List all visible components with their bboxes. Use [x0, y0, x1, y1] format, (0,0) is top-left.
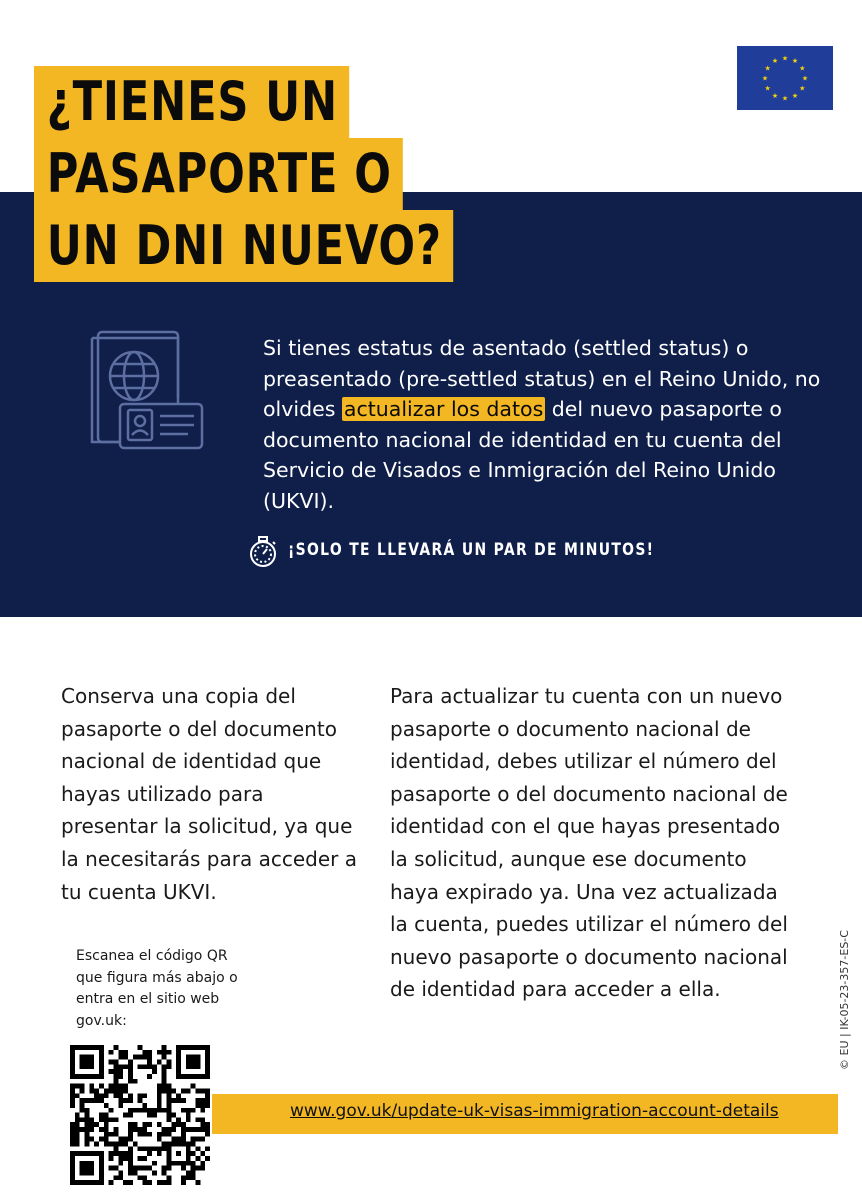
svg-text:★: ★ — [761, 74, 769, 83]
svg-text:★: ★ — [781, 94, 789, 103]
right-column-text: Para actualizar tu cuenta con un nuevo pasaporte o documento nacional de identidad, debes utilizar el número del pasaporte o del documento nacional de identidad con el que hayas presentado la solicitud, aunque ese documento haya expirado ya. Una vez actualizada la cuenta, puedes utilizar el número del nuevo pasaporte o documento nacional de identidad para acceder a ella. — [390, 684, 788, 1002]
title-line-3: UN DNI NUEVO? — [34, 210, 453, 282]
time-message: ¡SOLO TE LLEVARÁ UN PAR DE MINUTOS! — [288, 540, 655, 560]
intro-paragraph — [263, 333, 843, 517]
qr-instruction: Escanea el código QR que figura más abajo o entra en el sitio web gov.uk: — [76, 948, 238, 1029]
svg-text:★: ★ — [801, 74, 809, 83]
document-code: © EU | IK-05-23-357-ES-C — [838, 930, 851, 1070]
passport-id-icon — [88, 330, 208, 450]
qr-code[interactable] — [70, 1045, 210, 1185]
svg-text:★: ★ — [771, 91, 779, 100]
highlighted-phrase: actualizar los datos — [343, 397, 544, 422]
svg-text:★: ★ — [791, 91, 799, 100]
svg-text:★: ★ — [799, 84, 806, 93]
title-line-1: ¿TIENES UN — [34, 66, 349, 138]
left-column-text: Conserva una copia del pasaporte o del documento nacional de identidad que hayas utilizado para presentar la solicitud, ya que la necesitarás para acceder a tu cuenta UKVI. — [61, 684, 357, 904]
svg-text:★: ★ — [799, 64, 806, 73]
svg-text:★: ★ — [791, 57, 799, 66]
stopwatch-icon — [247, 535, 279, 569]
intro-text-start: Si tienes estatus de asentado (settled status) o preasentado (pre-settled status) en el Reino Unido, no olvides — [263, 336, 821, 422]
eu-flag-icon — [737, 46, 833, 110]
title-line-2: PASAPORTE O — [34, 138, 403, 210]
gov-uk-link[interactable]: www.gov.uk/update-uk-visas-immigration-account-details — [290, 1101, 779, 1121]
svg-text:★: ★ — [764, 84, 771, 93]
svg-text:★: ★ — [764, 64, 771, 73]
intro-text-end: del nuevo pasaporte o documento nacional de identidad en tu cuenta del Servicio de Visados e Inmigración del Reino Unido (UKVI). — [263, 397, 782, 513]
svg-text:★: ★ — [771, 57, 779, 66]
svg-text:★: ★ — [781, 54, 789, 63]
